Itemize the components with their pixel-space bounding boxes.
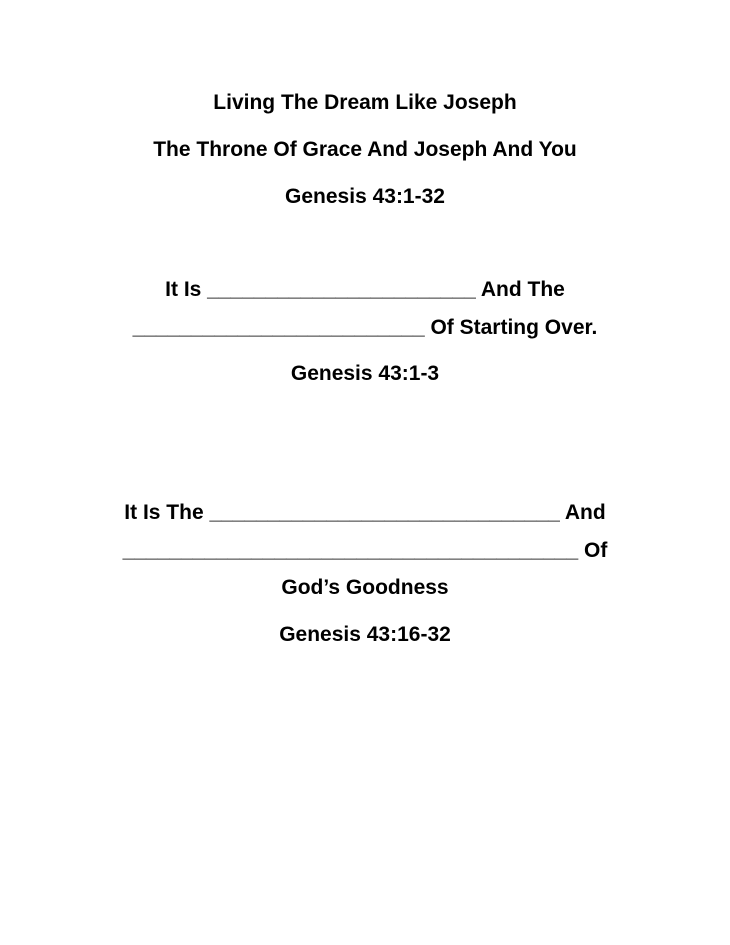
point-1-reference: Genesis 43:1-3 — [290, 362, 440, 385]
point-2-line-2: _______________________________________ Of — [122, 539, 608, 562]
point-1-line-1: It Is _______________________ And The — [165, 278, 565, 301]
document-title: Living The Dream Like Joseph — [213, 91, 517, 114]
point-2-line-3: God’s Goodness — [281, 576, 449, 599]
main-scripture-reference: Genesis 43:1-32 — [285, 185, 445, 208]
point-2-reference: Genesis 43:16-32 — [279, 623, 451, 646]
document-subtitle: The Throne Of Grace And Joseph And You — [153, 138, 577, 161]
point-1-line-2: _________________________ Of Starting Over. — [132, 316, 598, 339]
point-2-line-1: It Is The ______________________________ And — [124, 501, 606, 524]
